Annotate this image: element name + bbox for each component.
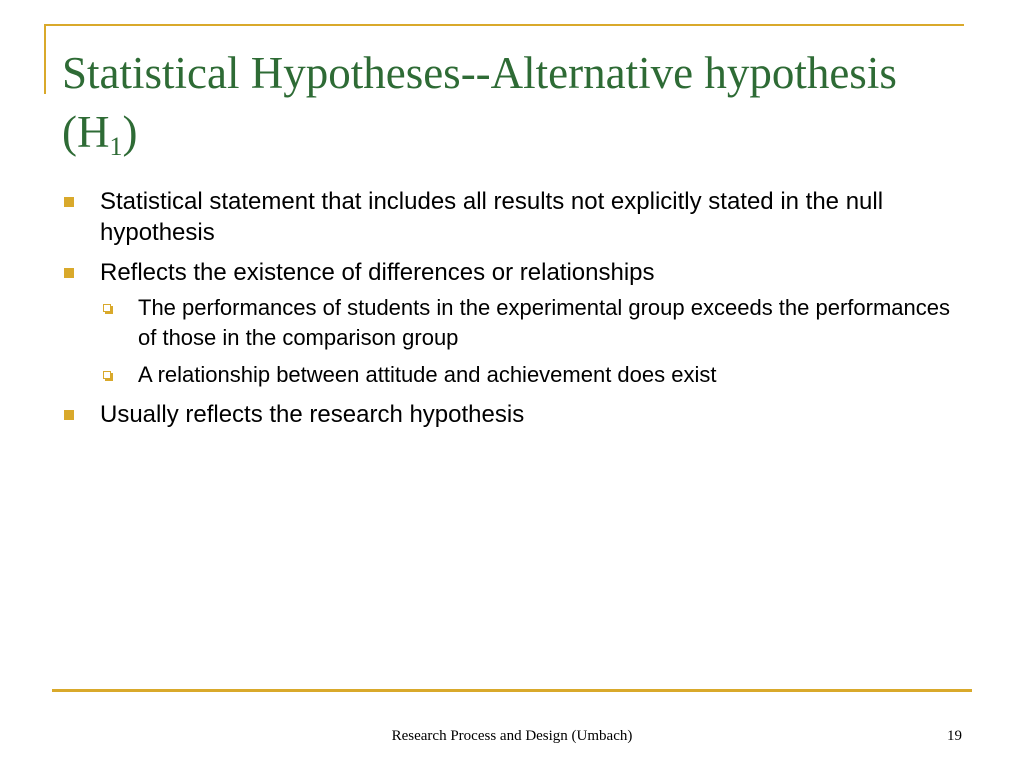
slide-title — [62, 44, 962, 162]
page-number: 19 — [947, 728, 962, 744]
left-accent-line — [44, 24, 46, 94]
footer-divider — [52, 689, 972, 692]
sub-bullet-item — [100, 293, 962, 353]
title-main-text: Statistical Hypotheses--Alternative hypothesis (H — [62, 48, 897, 157]
filled-square-icon — [64, 268, 74, 278]
filled-square-icon — [64, 197, 74, 207]
title-subscript: 1 — [109, 132, 123, 161]
bullet-text: Statistical statement that includes all results not explicitly stated in the null hypothesis — [100, 188, 884, 246]
top-accent-line — [44, 24, 964, 26]
bullet-item — [62, 186, 962, 248]
filled-square-icon — [64, 410, 74, 420]
sub-bullet-item — [100, 360, 962, 390]
footer-text: Research Process and Design (Umbach) — [391, 728, 633, 744]
sub-bullet-text: The performances of students in the experimental group exceeds the performances of those in the comparison group — [138, 295, 951, 350]
bullet-text: Reflects the existence of differences or relationships — [100, 259, 655, 286]
shadowed-square-icon — [103, 304, 111, 312]
bullet-item — [62, 399, 962, 430]
sub-bullet-text: A relationship between attitude and achievement does exist — [138, 362, 717, 387]
bullet-list — [62, 186, 962, 439]
bullet-text: Usually reflects the research hypothesis — [100, 401, 525, 428]
sub-bullet-list — [100, 293, 962, 390]
shadowed-square-icon — [103, 371, 111, 379]
title-close-paren: ) — [122, 107, 138, 157]
bullet-item — [62, 257, 962, 390]
